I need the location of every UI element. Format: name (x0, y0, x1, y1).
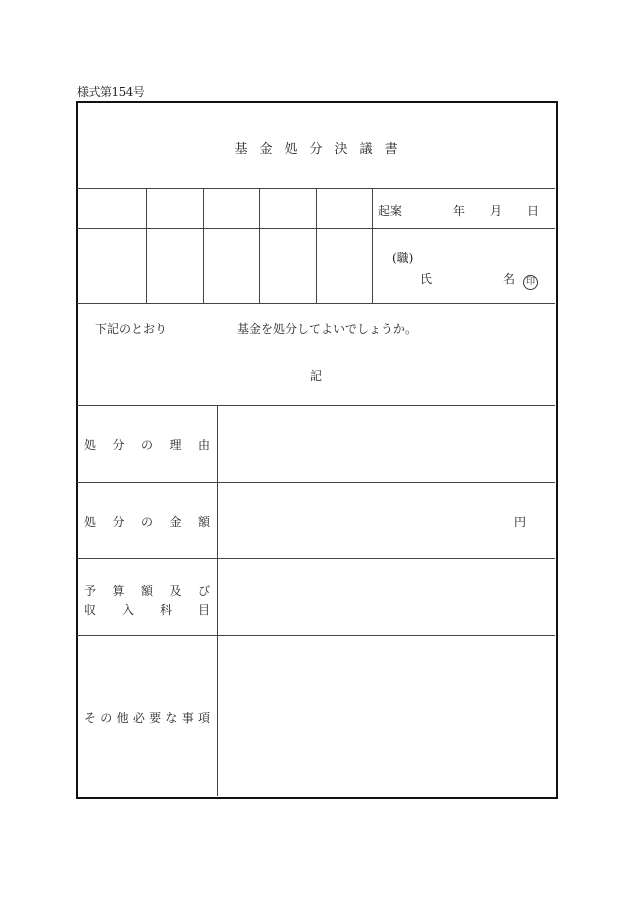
drafting-label: 起案 (378, 204, 403, 218)
name-label-right: 名 (503, 272, 516, 286)
approval-stamp-cell[interactable] (204, 229, 259, 303)
reason-field[interactable] (218, 406, 555, 482)
year-label: 年 (453, 204, 466, 218)
seal-icon: 印 (523, 269, 538, 290)
name-label-left: 氏 (420, 272, 433, 286)
other-matters-label: そ の 他 必 要 な 事 項 (84, 711, 210, 725)
approval-stamp-cell[interactable] (77, 229, 146, 303)
approval-cell[interactable] (260, 189, 316, 228)
approval-cell[interactable] (77, 189, 146, 228)
approval-stamp-cell[interactable] (147, 229, 203, 303)
position-label: (職) (392, 251, 414, 265)
approval-stamp-cell[interactable] (317, 229, 372, 303)
grid-line (372, 188, 373, 303)
intro-prefix: 下記のとおり (95, 322, 168, 336)
day-label: 日 (527, 204, 540, 218)
form-number: 様式第154号 (77, 85, 145, 99)
amount-field[interactable] (218, 483, 555, 558)
approval-cell[interactable] (147, 189, 203, 228)
budget-account-label (84, 582, 210, 618)
label-line: 予 算 額 及 び (84, 584, 210, 598)
budget-account-field[interactable] (218, 559, 555, 635)
month-label: 月 (490, 204, 503, 218)
reason-label: 処 分 の 理 由 (84, 438, 210, 452)
document-title: 基金処分決議書 (234, 142, 410, 157)
approval-stamp-cell[interactable] (260, 229, 316, 303)
amount-label: 処 分 の 金 額 (84, 515, 210, 529)
ki-label: 記 (310, 369, 323, 383)
yen-unit: 円 (514, 515, 527, 529)
intro-question: 基金を処分してよいでしょうか。 (237, 322, 418, 336)
label-line: 収 入 科 目 (84, 603, 210, 617)
other-matters-field[interactable] (218, 636, 555, 796)
divider (77, 303, 555, 304)
approval-cell[interactable] (204, 189, 259, 228)
approval-cell[interactable] (317, 189, 372, 228)
